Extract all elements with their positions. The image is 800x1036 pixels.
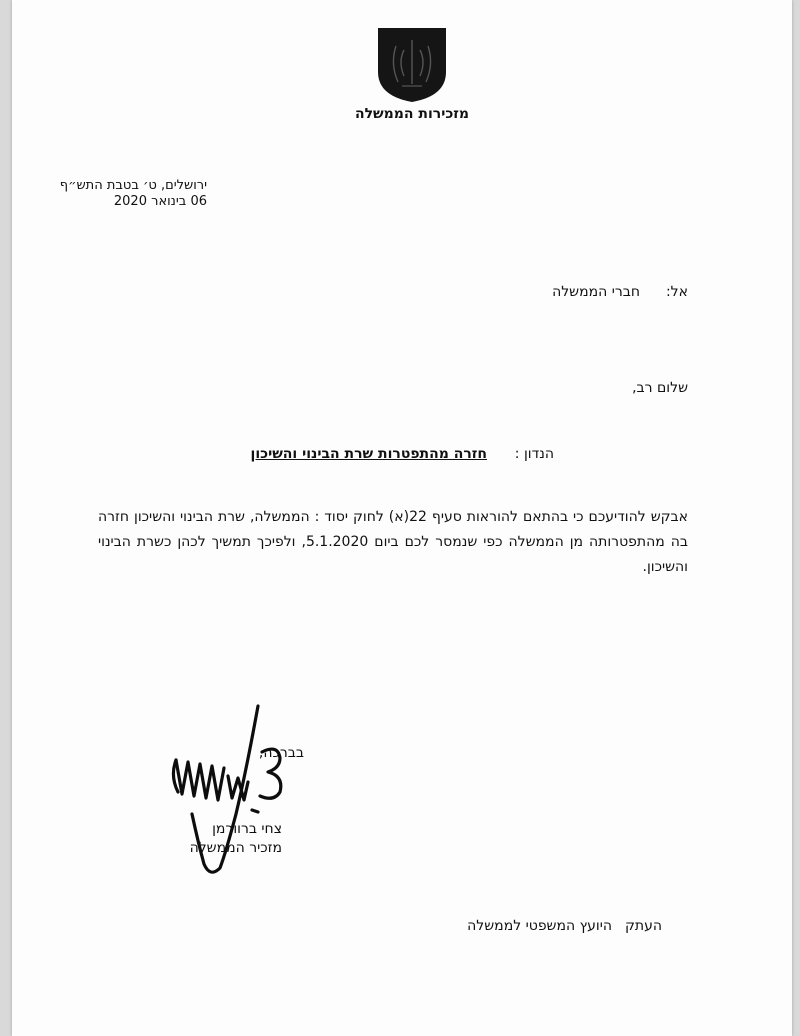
subject-label: הנדון :	[514, 446, 554, 462]
signer-name: צחי ברוורמן	[212, 821, 282, 837]
signer-title: מזכיר הממשלה	[189, 840, 282, 856]
state-emblem-icon	[374, 26, 450, 104]
letter-page	[12, 0, 792, 1036]
office-name: מזכירות הממשלה	[354, 106, 470, 122]
recipient-label: אל:	[665, 284, 688, 300]
greeting: שלום רב,	[632, 380, 688, 396]
cc-value: היועץ המשפטי לממשלה	[467, 918, 612, 934]
body-paragraph: אבקש להודיעכם כי בהתאם להוראות סעיף 22(א) לחוק יסוד : הממשלה, שרת הבינוי והשיכון חזרה בה מהתפטרותה מן הממשלה כפי שנמסר לכם ביום 5.1.2020, ולפיכך תמשיך לכהן כשרת הבינוי והשיכון.	[98, 509, 688, 575]
cc-label: העתק	[624, 918, 662, 934]
subject-value: חזרה מהתפטרות שרת הבינוי והשיכון	[250, 446, 487, 462]
closing: בברכה,	[258, 745, 304, 761]
place-and-hebrew-date: ירושלים, ט׳ בטבת התש״ף	[59, 178, 207, 193]
recipient-value: חברי הממשלה	[552, 284, 640, 300]
gregorian-date: 06 בינואר 2020	[113, 194, 207, 209]
